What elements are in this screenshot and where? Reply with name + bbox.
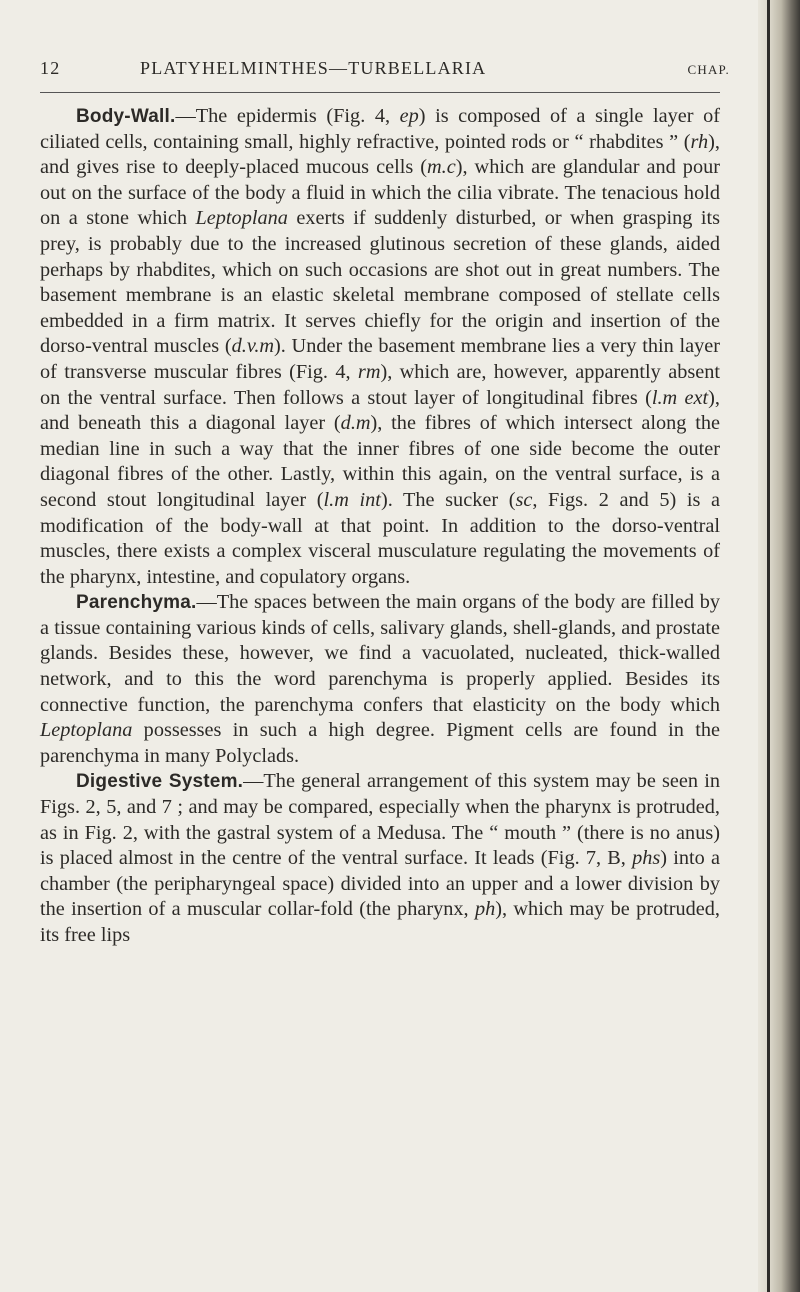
section-text: —The spaces between the main organs of the body are filled by a tissue containing various kinds of cells, salivary glands, shell-glands, and prostate glands. Besides these, however, we find a vacuolated, nucleated, thick-walled network, and to this the word parenchyma is properly applied. Besides its connective function, the parenchyma confers that elasticity on the body which Leptoplana possesses in such a high degree. Pigment cells are found in the parenchyma in many Polyclads.: [40, 591, 720, 767]
section-digestive-system: [40, 769, 720, 948]
italic-term: rh: [690, 130, 709, 153]
header-rule: [40, 92, 720, 93]
running-header: [40, 58, 730, 88]
italic-term: l.m ext: [651, 386, 709, 409]
section-text: —The general arrangement of this system may be seen in Figs. 2, 5, and 7 ; and may be compared, especially when the pharynx is protruded, as in Fig. 2, with the gastral system of a Medusa. The “ mouth ” (there is no anus) is placed almost in the centre of the ventral surface. It leads (Fig. 7, B, phs) into a chamber (the peripharyngeal space) divided into an upper and a lower division by the insertion of a muscular collar-fold (the pharynx, ph), which may be protruded, its free lips: [40, 770, 721, 946]
page-gutter-shadow: [758, 0, 800, 1292]
body-text: [40, 104, 720, 949]
italic-term: phs: [632, 847, 661, 870]
italic-term: d.v.m: [231, 335, 275, 358]
italic-term: d.m: [340, 412, 371, 435]
italic-term: Leptoplana: [195, 207, 288, 230]
italic-term: m.c: [427, 156, 456, 179]
section-heading: Parenchyma.: [76, 592, 197, 614]
binding-edge: [767, 0, 770, 1292]
section-parenchyma: [40, 590, 720, 769]
italic-term: rm: [357, 360, 381, 383]
italic-term: l.m int: [323, 488, 381, 511]
section-heading: Digestive System.: [76, 771, 244, 793]
italic-term: ph: [474, 898, 496, 921]
section-heading: Body-Wall.: [76, 106, 176, 127]
italic-term: Leptoplana: [40, 719, 133, 742]
section-body-wall: [40, 104, 720, 590]
chapter-label: CHAP.: [687, 62, 730, 77]
page-number: 12: [40, 58, 61, 78]
italic-term: ep: [399, 105, 419, 127]
section-text: —The epidermis (Fig. 4, ep) is composed of a single layer of ciliated cells, containing small, highly refractive, pointed rods or “ rhabdites ” (rh), and gives rise to deeply-placed mucous cells (m.c), which are glandular and pour out on the surface of the body a fluid in which the cilia vibrate. The tenacious hold on a stone which Leptoplana exerts if suddenly disturbed, or when grasping its prey, is probably due to the increased glutinous secretion of these glands, aided perhaps by rhabdites, which on such occasions are shot out in great numbers. The basement membrane is an elastic skeletal membrane composed of stellate cells embedded in a firm matrix. It serves chiefly for the origin and insertion of the dorso-ventral muscles (d.v.m). Under the basement membrane lies a very thin layer of transverse muscular fibres (Fig. 4, rm), which are, however, apparently absent on the ventral surface. Then follows a stout layer of longitudinal fibres (l.m ext), and beneath this a diagonal layer (d.m), the fibres of which intersect along the median line in such a way that the inner fibres of one side become the outer diagonal fibres of the other. Lastly, within this again, on the ventral surface, is a second stout longitudinal layer (l.m int). The sucker (sc, Figs. 2 and 5) is a modification of the body-wall at that point. In addition to the dorso-ventral muscles, there exists a complex visceral musculature regulating the movements of the pharynx, intestine, and copulatory organs.: [40, 105, 721, 588]
running-title: PLATYHELMINTHES—TURBELLARIA: [140, 58, 487, 78]
italic-term: sc: [515, 488, 533, 511]
